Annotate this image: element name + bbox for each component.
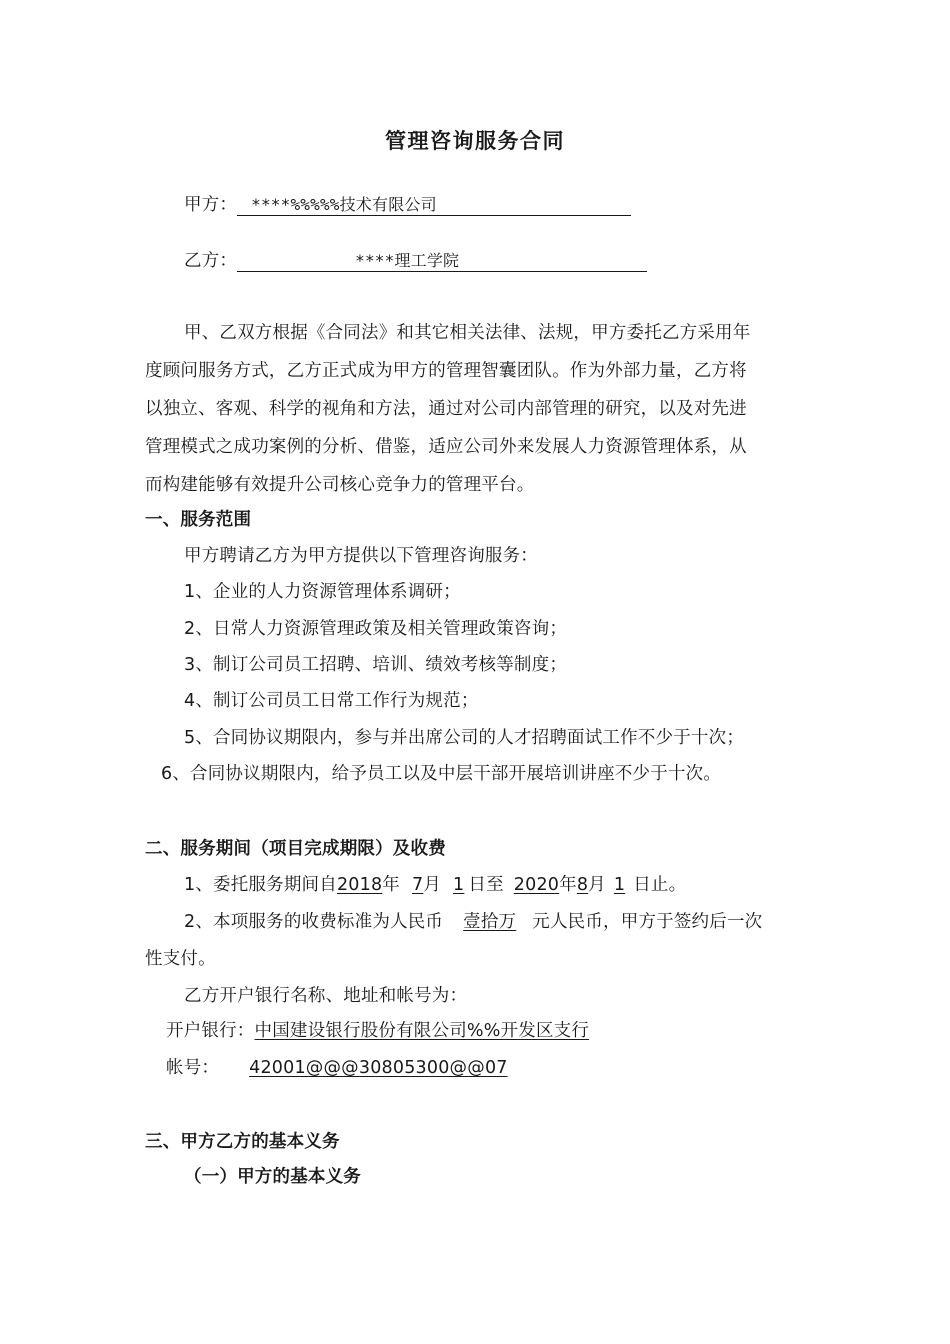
start-day: 1 <box>453 875 465 895</box>
period-prefix: 1、委托服务期间自 <box>184 875 337 895</box>
party-b-label: 乙方： <box>184 251 238 271</box>
bank-label: 开户银行： <box>166 1021 255 1041</box>
party-a-label: 甲方： <box>184 195 238 215</box>
account-label: 帐号： <box>166 1058 220 1078</box>
bank-value: 中国建设银行股份有限公司%%开发区支行 <box>254 1021 590 1041</box>
intro-line-5: 而构建能够有效提升公司核心竞争力的管理平台。 <box>145 475 535 495</box>
service-item-4: 4、制订公司员工日常工作行为规范； <box>184 691 479 711</box>
party-a-line <box>184 193 631 217</box>
service-item-1: 1、企业的人力资源管理体系调研； <box>184 582 461 602</box>
fee-continuation: 性支付。 <box>145 949 216 969</box>
bank-line <box>166 1019 611 1043</box>
year-char-2: 年 <box>559 875 577 895</box>
party-b-value: ****理工学院 <box>237 251 647 272</box>
end-day: 1 <box>613 875 626 895</box>
end-suffix: 日止。 <box>633 875 687 895</box>
fee-line <box>184 910 762 934</box>
service-period-line <box>184 873 686 897</box>
end-month: 8 <box>576 875 589 895</box>
party-a-value: ****%%%%%技术有限公司 <box>237 195 631 216</box>
service-item-3: 3、制订公司员工招聘、培训、绩效考核等制度； <box>184 655 568 675</box>
intro-line-2: 度顾问服务方式，乙方正式成为甲方的管理智囊团队。作为外部力量，乙方将 <box>145 361 747 381</box>
start-year: 2018 <box>336 875 383 895</box>
account-value: 42001@@@30805300@@07 <box>249 1058 508 1078</box>
fee-amount: 壹拾万 <box>463 912 517 932</box>
section-1-heading: 一、服务范围 <box>145 510 252 530</box>
intro-line-1: 甲、乙双方根据《合同法》和其它相关法律、法规，甲方委托乙方采用年 <box>184 323 751 343</box>
until-text: 日至 <box>468 875 504 895</box>
section-3-heading: 三、甲方乙方的基本义务 <box>145 1132 340 1152</box>
fee-prefix: 2、本项服务的收费标准为人民币 <box>184 912 444 932</box>
fee-suffix: 元人民币，甲方于签约后一次 <box>532 912 763 932</box>
section-3-subheading: （一）甲方的基本义务 <box>184 1167 361 1187</box>
year-char-1: 年 <box>382 875 400 895</box>
start-month: 7 <box>411 875 424 895</box>
section-2-heading: 二、服务期间（项目完成期限）及收费 <box>145 839 446 859</box>
service-item-2: 2、日常人力资源管理政策及相关管理政策咨询； <box>184 619 568 639</box>
intro-line-3: 以独立、客观、科学的视角和方法，通过对公司内部管理的研究，以及对先进 <box>145 399 747 419</box>
service-item-5: 5、合同协议期限内，参与并出席公司的人才招聘面试工作不少于十次； <box>184 728 745 748</box>
account-line <box>166 1056 522 1080</box>
intro-line-4: 管理模式之成功案例的分析、借鉴，适应公司外来发展人力资源管理体系，从 <box>145 437 747 457</box>
month-char-1: 月 <box>423 875 442 895</box>
party-b-line <box>184 249 647 273</box>
service-item-6: 6、合同协议期限内，给予员工以及中层干部开展培训讲座不少于十次。 <box>161 764 722 784</box>
month-char-2: 月 <box>588 875 606 895</box>
end-year: 2020 <box>513 875 560 895</box>
bank-intro: 乙方开户银行名称、地址和帐号为： <box>184 986 468 1006</box>
section-1-lead: 甲方聘请乙方为甲方提供以下管理咨询服务： <box>184 546 538 566</box>
document-title: 管理咨询服务合同 <box>385 129 565 153</box>
